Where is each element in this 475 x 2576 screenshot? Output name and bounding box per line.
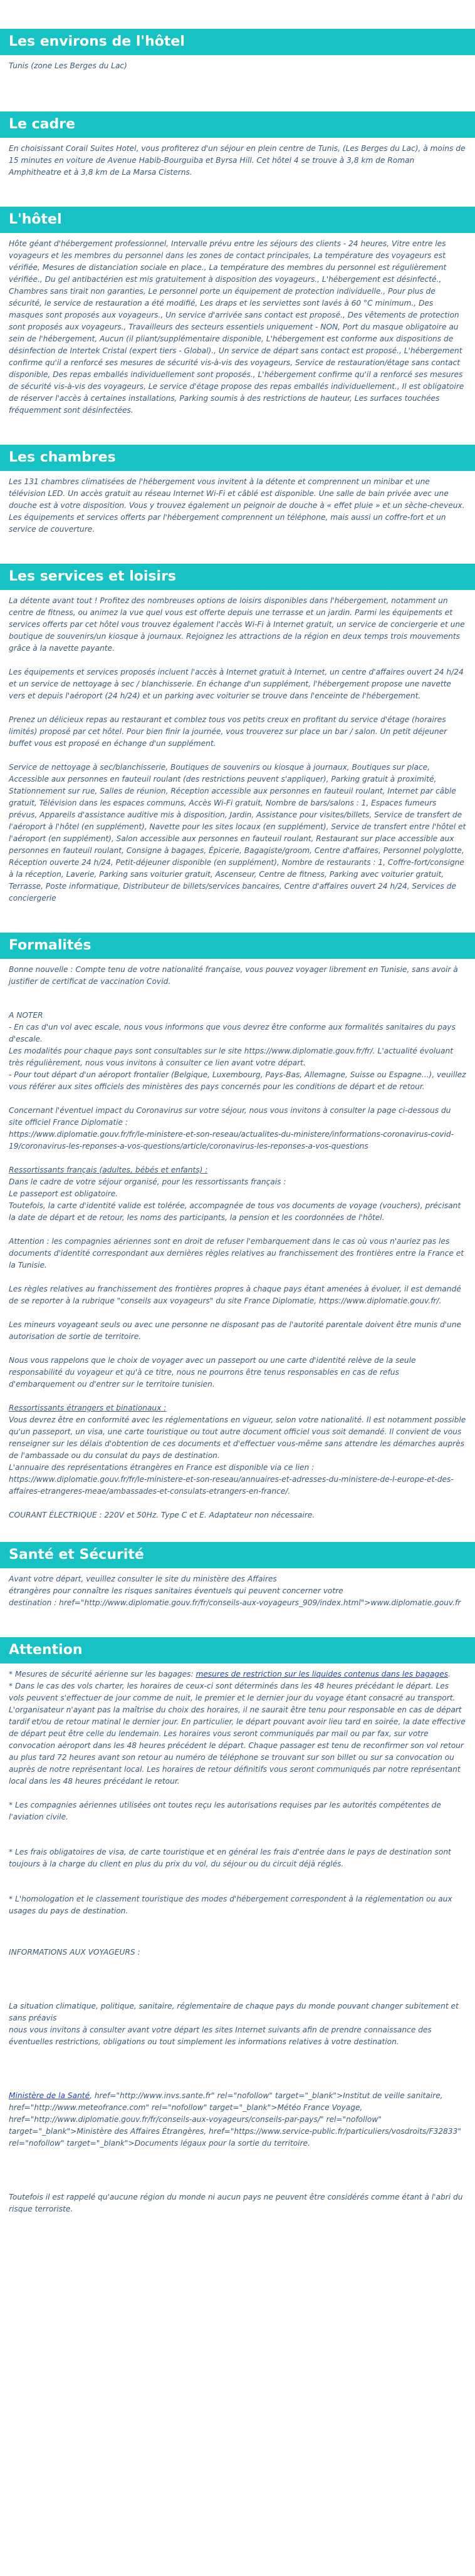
section-title-formalites: Formalités xyxy=(0,933,475,959)
anoter-line-3: - Pour tout départ d'un aéroport frontalier (Belgique, Luxembourg, Pays-Bas, Allemagne, Suisse ou Espagne...), veuillez vous référer aux sites officiels des ministères des pays concernés pour les conditions de départ et de retour. xyxy=(9,1070,466,1091)
sante-line-1: Avant votre départ, veuillez consulter le site du ministère des Affaires xyxy=(9,1575,277,1583)
terrorisme-text: Toutefois il est rappelé qu'aucune région du monde ni aucun pays ne peuvent être considérés comme étant à l'abri du risque terroriste. xyxy=(9,2193,463,2213)
ressortissants-line-1: Dans le cadre de votre séjour organisé, pour les ressortissants français : xyxy=(9,1177,286,1186)
frais-text: * Les frais obligatoires de visa, de carte touristique et en général les frais d'entrée dans le pays de destination sont toujours à la charge du client en plus du prix du vol, du séjour ou du circuit déjà réglés. xyxy=(9,1848,451,1868)
bagages-suffix: . xyxy=(447,1670,451,1679)
corona-text: Concernant l'éventuel impact du Coronavirus sur votre séjour, nous vous invitons à consulter la page ci-dessous du site officiel France Diplomatie : xyxy=(9,1106,451,1127)
section-title-environs: Les environs de l'hôtel xyxy=(0,29,475,55)
info-voyageurs-label: INFORMATIONS AUX VOYAGEURS : xyxy=(9,1948,140,1957)
anoter-line-2: Les modalités pour chaque pays sont consultables sur le site https://www.diplomatie.gouv.fr/fr/. L'actualité évoluant très régulièrement, nous vous invitons à consulter ce lien avant votre départ. xyxy=(9,1047,453,1067)
section-title-chambres: Les chambres xyxy=(0,445,475,471)
section-services xyxy=(0,590,475,904)
attention-embarquement: Attention : les compagnies aériennes sont en droit de refuser l'embarquement dans le cas où vous n'auriez pas les documents d'identité correspondant aux dernières règles relatives au franchissement des frontières entre la France et la Tunisie. xyxy=(9,1237,464,1270)
hotel-text: Hôte géant d'hébergement professionnel, Intervalle prévu entre les séjours des clients - 24 heures, Vitre entre les voyageurs et les membres du personnel dans les zones de contact principales, La température des voyageurs est vérifiée, Mesures de distanciation sociale en place., La température des membres du personnel est régulièrement vérifiée., Du gel antibactérien est mis gratuitement à disposition des voyageurs., L'hébergement est désinfecté., Chambres sans tirait non garanties, Le personnel porte un équipement de protection individuelle., Pour plus de sécurité, le service de restauration a été modifié, Les draps et les serviettes sont lavés à 60 °C minimum., Des masques sont proposés aux voyageurs., Un service d'arrivée sans contact est proposé., Des vêtements de protection sont proposés aux voyageurs., Travailleurs des secteurs essentiels uniquement - NON, Port du masque obligatoire au sein de l'hébergement, Aucun (il pliant/supplémentaire disponible, L'hébergement est conforme aux dispositions de désinfection de Intertek Cristal (expert tiers - Global)., Un service de départ sans contact est proposé., L'hébergement confirme qu'il a renforcé ses mesures de sécurité vis-à-vis des voyageurs, Service de restauration/étage sans contact disponible, Des repas emballés individuellement sont proposés., L'hébergement confirme qu'il a renforcé ses mesures de sécurité vis-à-vis des voyageurs, Le service d'étage propose des repas emballés individuellement., Il est obligatoire de réserver l'accès à certaines installations, Parking soumis à des restrictions de hauteur, Les surfaces touchées fréquemment sont désinfectées. xyxy=(9,239,464,415)
ressortissants-line-2: Le passeport est obligatoire. xyxy=(9,1189,118,1198)
cadre-text: En choisissant Corail Suites Hotel, vous profiterez d'un séjour en plein centre de Tunis, (Les Berges du Lac), à moins de 15 minutes en voiture de Avenue Habib-Bourguiba et Byrsa Hill. Cet hôtel 4 se trouve à 3,8 km de Roman Amphitheatre et à 3,8 km de La Marsa Cisterns. xyxy=(9,144,466,177)
chambres-text: Les 131 chambres climatisées de l'hébergement vous invitent à la détente et comprennent un minibar et une télévision LED. Un accès gratuit au réseau Internet Wi-Fi et câblé est disponible. Une salle de bain privée avec une douche est à votre disposition. Vous y trouvez également un peignoir de douche à « effet pluie » et un sèche-cheveux. Les équipements et services offerts par l'hébergement comprennent un téléphone, mais aussi un coffre-fort et un service de couverture. xyxy=(9,477,465,534)
bagages-link[interactable]: mesures de restriction sur les liquides contenus dans les bagages xyxy=(196,1670,448,1679)
etrangers-line-2: L'annuaire des représentations étrangères en France est disponible via ce lien : xyxy=(9,1463,315,1472)
environs-text: Tunis (zone Les Berges du Lac) xyxy=(9,61,127,70)
mineurs-text: Les mineurs voyageant seuls ou avec une personne ne disposant pas de l'autorité parentale doivent être munis d'une autorisation de sortie de territoire. xyxy=(9,1320,462,1341)
section-chambres xyxy=(0,471,475,535)
situation-text: La situation climatique, politique, sanitaire, réglementaire de chaque pays du monde pouvant changer subitement et sans préavis nous vous invitons à consulter avant votre départ les sites Internet suivants afin de prendre connaissance des éventuelles restrictions, obligations ou tout simplement les informations relatives à votre destination. xyxy=(9,2002,459,2046)
etrangers-label: Ressortissants étrangers et binationaux : xyxy=(9,1404,167,1412)
section-environs xyxy=(0,55,475,72)
etrangers-line-3: https://www.diplomatie.gouv.fr/fr/le-ministere-et-son-reseau/annuaires-et-adresses-du-ministere-de-l-europe-et-des-affaires-etrangeres-meae/ambassades-et-consulats-etrangers-en-france/. xyxy=(9,1475,454,1496)
ressortissants-label: Ressortissants français (adultes, bébés et enfants) : xyxy=(9,1166,208,1174)
corona-url: https://www.diplomatie.gouv.fr/fr/le-ministere-et-son-reseau/actualites-du-ministere/informations-coronavirus-covid-19/coronavirus-les-reponses-a-vos-questions/article/coronavirus-les-reponses-a-vos-questions xyxy=(9,1130,454,1151)
services-paragraph-3: Prenez un délicieux repas au restaurant et comblez tous vos petits creux en profitant du service d'étage (horaires limités) proposé par cet hôtel. Pour bien finir la journée, vous trouverez sur place un bar / salon. Un petit déjeuner buffet vous est proposé en échange d'un supplément. xyxy=(9,715,447,748)
section-title-cadre: Le cadre xyxy=(0,111,475,138)
regles-frontieres: Les règles relatives au franchissement des frontières propres à chaque pays étant amenées à évoluer, il est demandé de se reporter à la rubrique "conseils aux voyageurs" du site France Diplomatie, https://www.diplomatie.gouv.fr/. xyxy=(9,1285,461,1305)
ministere-sante-link[interactable]: Ministère de la Santé xyxy=(9,2091,90,2100)
section-hotel xyxy=(0,233,475,416)
formalites-intro: Bonne nouvelle : Compte tenu de votre nationalité française, vous pouvez voyager librement en Tunisie, sans avoir à justifier de certificat de vaccination Covid. xyxy=(9,965,458,986)
horaires-text: * Dans le cas des vols charter, les horaires de ceux-ci sont déterminés dans les 48 heures précédant le départ. Les vols peuvent s'effectuer de jour comme de nuit, le premier et le dernier jour du voyage étant consacré au transport. L'organisateur n'ayant pas la maîtrise du choix des horaires, il ne saurait être tenu pour responsable en cas de départ tardif et/ou de retour matinal le dernier jour. En particulier, le départ pouvant avoir lieu tard en soirée, la date effective de départ peut être celle du lendemain. Les horaires vous seront communiqués par mail ou par fax, sur votre convocation aéroport dans les 48 heures précédent le départ. Chaque passager est tenu de reconfirmer son vol retour au plus tard 72 heures avant son retour au numéro de téléphone se trouvant sur son billet ou sur sa convocation ou auprès de notre représentant local. Les horaires de retour définitifs vous seront communiqués par notre représentant local dans les 48 heures précédant le retour. xyxy=(9,1682,466,1786)
section-sante xyxy=(0,1568,475,1609)
compagnies-text: * Les compagnies aériennes utilisées ont toutes reçu les autorisations requises par les autorités compétentes de l'aviation civile. xyxy=(9,1801,441,1821)
ressortissants-line-3: Toutefois, la carte d'identité valide est tolérée, accompagnée de tous vos documents de voyage (vouchers), précisant la date de départ et de retour, les noms des participants, la pension et les coordonnées de l'hôtel. xyxy=(9,1201,461,1222)
section-title-attention: Attention xyxy=(0,1637,475,1663)
links-text xyxy=(9,2090,466,2149)
courant-electrique: COURANT ÉLECTRIQUE : 220V et 50Hz. Type C et E. Adaptateur non nécessaire. xyxy=(9,1511,315,1519)
bagages-prefix: * Mesures de sécurité aérienne sur les bagages: xyxy=(9,1670,196,1679)
anoter-label: A NOTER xyxy=(9,1011,43,1020)
section-title-services: Les services et loisirs xyxy=(0,564,475,590)
services-paragraph-2: Les équipements et services proposés incluent l'accès à Internet gratuit à Internet, un centre d'affaires ouvert 24 h/24 et un service de nettoyage à sec / blanchisserie. En échange d'un supplément, l'hébergement propose une navette vers et depuis l'aéroport (24 h/24) et un parking avec voiturier se trouve dans l'enceinte de l'hébergement. xyxy=(9,668,464,700)
etrangers-line-1: Vous devrez être en conformité avec les réglementations en vigueur, selon votre nationalité. Il est notamment possible qu'un passeport, un visa, une carte touristique ou tout autre document officiel vous soit demandé. Il convient de vous renseigner sur les délais d'obtention de ces documents et d'effectuer vous-même sans attendre les démarches auprès de l'ambassade ou du consulat du pays de destination. xyxy=(9,1415,466,1460)
rappel-text: Nous vous rappelons que le choix de voyager avec un passeport ou une carte d'identité relève de la seule responsabilité du voyageur et qu'à ce titre, nous ne pourrons être tenus responsables en cas de refus d'embarquement ou d'entrer sur le territoire tunisien. xyxy=(9,1356,416,1389)
anoter-line-1: - En cas d'un vol avec escale, nous vous informons que vous devrez être conforme aux formalités sanitaires du pays d'escale. xyxy=(9,1023,456,1043)
links-rest: , href="http://www.invs.sante.fr" rel="nofollow" target="_blank">Institut de veille sanitaire, href="http://www.meteofrance.com" rel="nofollow" target="_blank">Météo France Voyage, href="http://www.diplomatie.gouv.fr/fr/conseils-aux-voyageurs/conseils-par-pays/" rel="nofollow" target="_blank">Ministère des Affaires Étrangères, href="https://www.service-public.fr/particuliers/vosdroits/F32833" rel="nofollow" target="_blank">Documents légaux pour la sortie du territoire. xyxy=(9,2091,461,2148)
services-paragraph-4: Service de nettoyage à sec/blanchisserie, Boutiques de souvenirs ou kiosque à journaux, Boutiques sur place, Accessible aux personnes en fauteuil roulant (des restrictions peuvent s'appliquer), Parking gratuit à proximité, Stationnement sur rue, Salles de réunion, Réception accessible aux personnes en fauteuil roulant, Internet par câble gratuit, Télévision dans les espaces communs, Accès Wi-Fi gratuit, Nombre de bars/salons : 1, Espaces fumeurs prévus, Appareils d'assistance auditive mis à disposition, Jardin, Assistance pour visites/billets, Service de transfert de l'aéroport à l'hôtel (en supplément), Navette pour les sites locaux (en supplément), Service de transfert entre l'hôtel et l'aéroport (en supplément), Salon accessible aux personnes en fauteuil roulant, Restaurant sur place accessible aux personnes en fauteuil roulant, Consigne à bagages, Épicerie, Bagagiste/groom, Centre d'affaires, Personnel polyglotte, Réception ouverte 24 h/24, Petit-déjeuner disponible (en supplément), Nombre de restaurants : 1, Coffre-fort/consigne à la réception, Laverie, Parking sans voiturier gratuit, Ascenseur, Centre de fitness, Parking avec voiturier gratuit, Terrasse, Poste informatique, Distributeur de billets/services bancaires, Centre d'affaires ouvert 24 h/24, Services de conciergerie xyxy=(9,763,466,903)
section-attention xyxy=(0,1663,475,2215)
sante-line-2: étrangères pour connaître les risques sanitaires éventuels qui peuvent concerner votre xyxy=(9,1586,343,1595)
classement-text: * L'homologation et le classement touristique des modes d'hébergement correspondent à la réglementation ou aux usages du pays de destination. xyxy=(9,1895,452,1915)
section-title-sante: Santé et Sécurité xyxy=(0,1542,475,1568)
services-paragraph-1: La détente avant tout ! Profitez des nombreuses options de loisirs disponibles dans l'hébergement, notamment un centre de fitness, ou animez la vue quel vous est offerte depuis une terrasse et un jardin. Parmi les équipements et services offerts par cet hôtel vous trouvez également l'accès Wi-Fi à Internet gratuit, un service de conciergerie et une boutique de souvenirs/un kiosque à journaux. Rejoignez les attractions de la région en deux temps trois mouvements grâce à la navette payante. xyxy=(9,596,465,653)
section-title-hotel: L'hôtel xyxy=(0,207,475,233)
sante-line-3: destination : href="http://www.diplomatie.gouv.fr/fr/conseils-aux-voyageurs_909/index.html">www.diplomatie.gouv.fr xyxy=(9,1598,461,1607)
bagages-text xyxy=(9,1668,466,1680)
section-cadre xyxy=(0,138,475,178)
section-formalites xyxy=(0,959,475,1521)
